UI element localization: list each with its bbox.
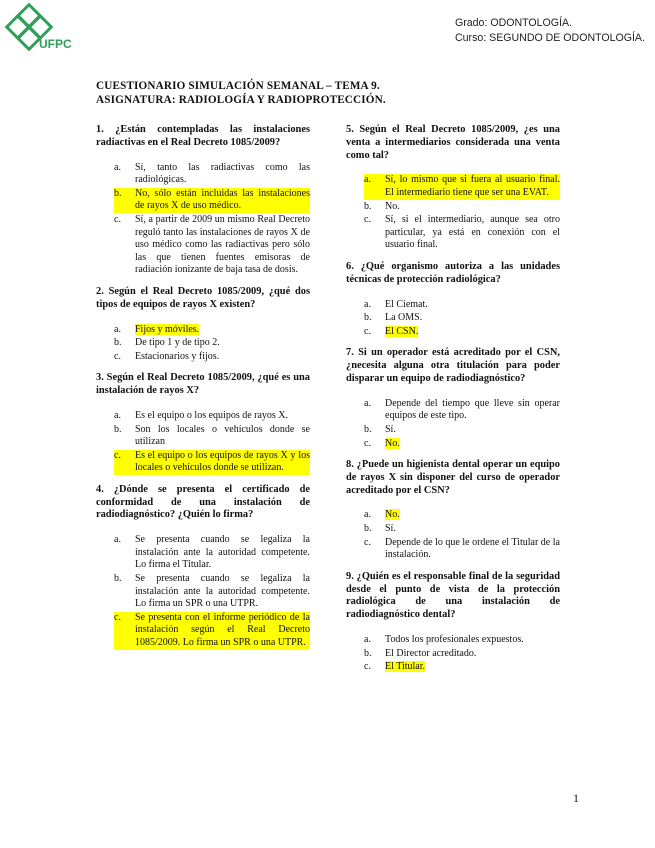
option-b: b. El Director acreditado.	[364, 647, 477, 659]
option-c: c. Depende de lo que le ordene el Titular de la instalación.	[364, 536, 560, 561]
question-text: 1. ¿Están contempladas las instalaciones radiactivas en el Real Decreto 1085/2009?	[96, 124, 310, 148]
options-list	[346, 634, 560, 674]
option-c-correct: c. El Titular.	[364, 661, 426, 673]
question-text: 3. Según el Real Decreto 1085/2009, ¿qué es una instalación de rayos X?	[96, 372, 310, 397]
option-c: c. Sí, a partir de 2009 un mismo Real Decreto reguló tanto las instalaciones de rayos X de uso médico como las radiactivas pero sólo las que tienen fuentes emisoras de radiación ionizante de baja tasa de dosis.	[114, 213, 310, 276]
question-text: 2. Según el Real Decreto 1085/2009, ¿qué dos tipos de equipos de rayos X existen?	[96, 285, 310, 310]
options-list	[96, 162, 310, 277]
options-list	[346, 398, 560, 450]
title-line-1: CUESTIONARIO SIMULACIÓN SEMANAL – TEMA 9.	[96, 80, 380, 92]
option-c-correct: c. No.	[364, 437, 400, 449]
option-c-correct: c. Es el equipo o los equipos de rayos X y los locales o vehículos donde se utilizan.	[114, 449, 310, 474]
option-b: b. No.	[364, 200, 400, 212]
curso-label: Curso: SEGUNDO DE ODONTOLOGÍA.	[455, 32, 645, 44]
question-text: 5. Según el Real Decreto 1085/2009, ¿es una venta a intermediarios considerada una venta como tal?	[346, 124, 560, 161]
question-text: 9. ¿Quién es el responsable final de la seguridad desde el punto de vista de la protección radiológica de una instalación de radiodiagnóstico dental?	[346, 570, 560, 621]
option-c-correct: c. El CSN.	[364, 325, 419, 337]
question-text: 8. ¿Puede un higienista dental operar un equipo de rayos X sin disponer del curso de operador acreditado por el CSN?	[346, 459, 560, 496]
left-column	[96, 124, 310, 659]
option-c: c. Estacionarios y fijos.	[114, 350, 220, 362]
option-a: a. Es el equipo o los equipos de rayos X.	[114, 409, 289, 421]
page-number: 1	[573, 791, 579, 805]
option-b-correct: b. No, sólo están incluidas las instalaciones de rayos X de uso médico.	[114, 187, 310, 212]
options-list	[96, 324, 310, 364]
option-b: b. Sí.	[364, 523, 396, 535]
question-2	[96, 286, 310, 363]
options-list	[96, 534, 310, 649]
question-6	[346, 261, 560, 338]
option-a-correct: a. Fijos y móviles.	[114, 323, 200, 335]
question-text: 6. ¿Qué organismo autoriza a las unidades técnicas de protección radiológica?	[346, 260, 560, 285]
ufpc-logo-mark	[5, 4, 72, 60]
options-list	[346, 299, 560, 339]
course-info	[455, 16, 645, 46]
option-a: a. El Ciemat.	[364, 298, 428, 310]
options-list	[346, 509, 560, 561]
question-7	[346, 347, 560, 450]
right-column	[346, 124, 560, 683]
options-list	[346, 174, 560, 252]
option-a-correct: a. Sí, lo mismo que si fuera al usuario final. El intermediario tiene que ser una EVAT.	[364, 174, 560, 198]
question-3	[96, 372, 310, 475]
option-b: b. Sí.	[364, 423, 396, 435]
option-b: b. La OMS.	[364, 312, 423, 324]
ufpc-logo	[5, 4, 72, 60]
grado-label: Grado: ODONTOLOGÍA.	[455, 17, 572, 29]
option-a: a. Sí, tanto las radiactivas como las radiológicas.	[114, 161, 310, 186]
option-a: a. Se presenta cuando se legaliza la instalación ante la autoridad competente. Lo firma el Titular.	[114, 534, 310, 571]
question-4	[96, 484, 310, 650]
option-a-correct: a. No.	[364, 509, 400, 521]
question-text: 4. ¿Dónde se presenta el certificado de conformidad de una instalación de radiodiagnóstico? ¿Quién lo firma?	[96, 483, 310, 521]
option-a: a. Todos los profesionales expuestos.	[364, 634, 524, 646]
question-9	[346, 571, 560, 674]
option-b: b. Se presenta cuando se legaliza la instalación ante la autoridad competente. Lo firma un SPR o una UTPR.	[114, 573, 310, 610]
option-c: c. Sí, si el intermediario, aunque sea otro particular, ya está en conexión con el usuario final.	[364, 214, 560, 251]
option-b: b. Son los locales o vehículos donde se utilizan	[114, 423, 310, 448]
question-1	[96, 124, 310, 277]
option-a: a. Depende del tiempo que lleve sin operar equipos de este tipo.	[364, 397, 560, 422]
option-c-correct: c. Se presenta con el informe periódico de la instalación según el Real Decreto 1085/2009. Lo firma un SPR o una UTPR.	[114, 611, 310, 649]
question-8	[346, 459, 560, 562]
question-text: 7. Si un operador está acreditado por el CSN, ¿necesita alguna otra titulación para poder disparar un equipo de radiodiagnóstico?	[346, 347, 560, 384]
options-list	[96, 410, 310, 475]
option-b: b. De tipo 1 y de tipo 2.	[114, 337, 220, 349]
title-line-2: ASIGNATURA: RADIOLOGÍA Y RADIOPROTECCIÓN.	[96, 93, 386, 106]
question-5	[346, 124, 560, 252]
logo-text: UFPC	[39, 37, 72, 51]
document-title	[96, 80, 386, 107]
